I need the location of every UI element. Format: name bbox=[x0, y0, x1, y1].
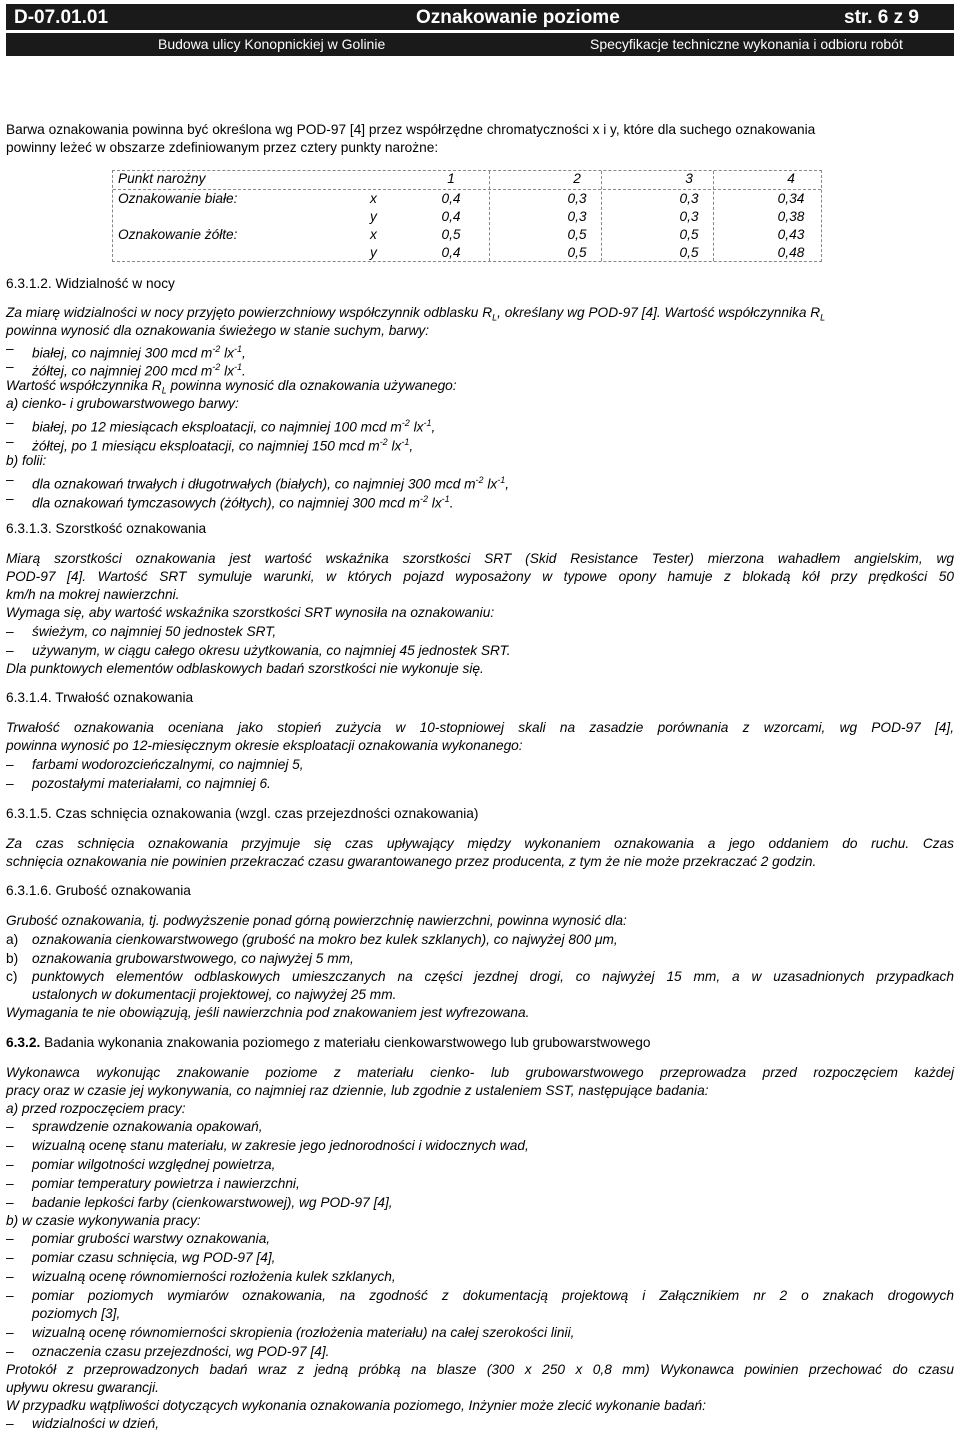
list-marker: a) bbox=[6, 932, 19, 947]
document-title: Oznakowanie poziome bbox=[416, 7, 620, 28]
paragraph-line: Za miarę widzialności w nocy przyjęto powierzchniowy współczynnik odblasku $R_L$, określany wg POD-97 [4]. Wartość współczynnika $R_L$ bbox=[6, 305, 826, 323]
list-dash: – bbox=[6, 1195, 14, 1210]
list-item: dla oznakowań trwałych i długotrwałych (białych), co najmniej 300 mcd $m^{-2}$ $lx^{-1}$, bbox=[32, 475, 510, 492]
paragraph-line: upływu okresu gwarancji. bbox=[6, 1380, 159, 1395]
paragraph-line: Dla punktowych elementów odblaskowych badań szorstkości nie wykonuje się. bbox=[6, 661, 484, 676]
list-item: żółtej, po 1 miesiącu eksploatacji, co najmniej 150 mcd $m^{-2}$ $lx^{-1}$, bbox=[32, 437, 414, 454]
section-heading: 6.3.1.3. Szorstkość oznakowania bbox=[6, 521, 207, 536]
list-item: pomiar czasu schnięcia, wg POD-97 [4], bbox=[32, 1250, 276, 1265]
list-dash: – bbox=[6, 1157, 14, 1172]
table-col-header: 4 bbox=[787, 171, 795, 186]
table-cell: 0,34 bbox=[777, 191, 805, 206]
paragraph-line: b) w czasie wykonywania pracy: bbox=[6, 1213, 201, 1228]
paragraph-line: Grubość oznakowania, tj. podwyższenie ponad górną powierzchnię nawierzchni, powinna wynosić dla: bbox=[6, 913, 627, 928]
list-item: żółtej, co najmniej 200 mcd $m^{-2}$ $lx^{-1}$. bbox=[32, 362, 246, 379]
list-dash: – bbox=[6, 359, 14, 374]
paragraph-line: Za czas schnięcia oznakowania przyjmuje się czas upływający między wykonaniem oznakowania a jego oddaniem do ruchu. Czas bbox=[6, 836, 954, 851]
paragraph-line: a) cienko- i grubowarstwowego barwy: bbox=[6, 396, 239, 411]
table-cell: 0,5 bbox=[567, 245, 587, 260]
paragraph-line: Trwałość oznakowania oceniana jako stopień zużycia w 10-stopniowej skali na zasadzie porównania z wzorcami, wg POD-97 [4], bbox=[6, 720, 954, 735]
page-subheader-bar bbox=[6, 33, 954, 56]
table-cell: 0,4 bbox=[441, 245, 461, 260]
list-item: widzialności w dzień, bbox=[32, 1416, 160, 1431]
table-cell: 0,38 bbox=[777, 209, 805, 224]
table-coord: y bbox=[370, 245, 377, 260]
list-dash: – bbox=[6, 415, 14, 430]
list-item: wizualną ocenę stanu materiału, w zakresie jego jednorodności i widocznych wad, bbox=[32, 1138, 529, 1153]
list-item: oznakowania grubowarstwowego, co najwyżej 5 mm, bbox=[32, 951, 354, 966]
list-item: pomiar grubości warstwy oznakowania, bbox=[32, 1231, 271, 1246]
list-item-continuation: ustalonych w dokumentacji projektowej, co najwyżej 25 mm. bbox=[32, 987, 397, 1002]
table-col-header: 2 bbox=[573, 171, 581, 186]
list-item-continuation: poziomych [3], bbox=[32, 1306, 121, 1321]
list-item: punktowych elementów odblaskowych umieszczanych na części jezdnej drogi, co najwyżej 15 mm, a w uzasadnionych przypadkach bbox=[32, 969, 954, 984]
project-name: Budowa ulicy Konopnickiej w Golinie bbox=[158, 36, 386, 52]
page-number: str. 6 z 9 bbox=[844, 7, 919, 28]
table-row-label: Oznakowanie żółte: bbox=[118, 227, 238, 242]
table-col-header: 1 bbox=[447, 171, 455, 186]
document-code: D-07.01.01 bbox=[14, 7, 109, 28]
paragraph-line: pracy oraz w czasie jej wykonywania, co najmniej raz dziennie, lub zgodnie z ustaleniem SST, następujące badania: bbox=[6, 1083, 709, 1098]
paragraph-line: powinna wynosić dla oznakowania świeżego w stanie suchym, barwy: bbox=[6, 323, 430, 338]
paragraph-line: Wartość współczynnika $R_L$ powinna wynosić dla oznakowania używanego: bbox=[6, 378, 457, 396]
table-cell: 0,5 bbox=[679, 227, 699, 242]
table-cell: 0,3 bbox=[679, 191, 699, 206]
list-dash: – bbox=[6, 1231, 14, 1246]
list-marker: b) bbox=[6, 951, 19, 966]
paragraph-line: W przypadku wątpliwości dotyczących wykonania oznakowania poziomego, Inżynier może zlecić wykonanie badań: bbox=[6, 1398, 706, 1413]
paragraph-line: a) przed rozpoczęciem pracy: bbox=[6, 1101, 186, 1116]
table-cell: 0,5 bbox=[441, 227, 461, 242]
paragraph-line: km/h na mokrej nawierzchni. bbox=[6, 587, 180, 602]
list-dash: – bbox=[6, 491, 14, 506]
intro-line-2: powinny leżeć w obszarze zdefiniowanym przez cztery punkty narożne: bbox=[6, 140, 439, 155]
page-header-bar bbox=[6, 4, 954, 30]
list-dash: – bbox=[6, 1416, 14, 1431]
table-cell: 0,43 bbox=[777, 227, 805, 242]
list-dash: – bbox=[6, 1288, 14, 1303]
list-item: dla oznakowań tymczasowych (żółtych), co najmniej 300 mcd $m^{-2}$ $lx^{-1}$. bbox=[32, 494, 454, 511]
paragraph-line: Protokół z przeprowadzonych badań wraz z jedną próbką na blasze (300 x 250 x 0,8 mm) Wykonawca powinien przechować do czasu bbox=[6, 1362, 954, 1377]
paragraph-line: powinna wynosić po 12-miesięcznym okresie eksploatacji oznakowania wykonanego: bbox=[6, 738, 523, 753]
list-dash: – bbox=[6, 1176, 14, 1191]
list-item: pozostałymi materiałami, co najmniej 6. bbox=[32, 776, 271, 791]
list-item: pomiar temperatury powietrza i nawierzchni, bbox=[32, 1176, 300, 1191]
list-item: oznaczenia czasu przejezdności, wg POD-97 [4]. bbox=[32, 1344, 330, 1359]
table-cell: 0,5 bbox=[679, 245, 699, 260]
paragraph-line: Wykonawca wykonując znakowanie poziome z materiału cienko- lub grubowarstwowego przeprowadza przed rozpoczęciem każdej bbox=[6, 1065, 954, 1080]
list-marker: c) bbox=[6, 969, 18, 984]
list-item: pomiar poziomych wymiarów oznakowania, na zgodność z dokumentacją projektową i Załącznikiem nr 2 o znakach drogowych bbox=[32, 1288, 954, 1303]
list-item: wizualną ocenę równomierności skropienia (rozłożenia materiału) na całej szerokości linii, bbox=[32, 1325, 575, 1340]
table-coord: x bbox=[370, 227, 377, 242]
paragraph-line: Wymaga się, aby wartość wskaźnika szorstkości SRT wynosiła na oznakowaniu: bbox=[6, 605, 495, 620]
section-heading: 6.3.2. Badania wykonania znakowania poziomego z materiału cienkowarstwowego lub grubowarstwowego bbox=[6, 1035, 651, 1050]
table-cell: 0,3 bbox=[567, 191, 587, 206]
list-item: świeżym, co najmniej 50 jednostek SRT, bbox=[32, 624, 277, 639]
paragraph-line: schnięcia oznakowania nie powinien przekraczać czasu gwarantowanego przez producenta, z tym że nie może przekraczać 2 godzin. bbox=[6, 854, 817, 869]
list-item: badanie lepkości farby (cienkowarstwowej), wg POD-97 [4], bbox=[32, 1195, 393, 1210]
list-dash: – bbox=[6, 757, 14, 772]
list-dash: – bbox=[6, 624, 14, 639]
paragraph-line: POD-97 [4]. Wartość SRT symuluje warunki, w których pojazd wyposażony w typowe opony hamuje z blokadą kół przy prędkości 50 bbox=[6, 569, 954, 584]
list-dash: – bbox=[6, 1119, 14, 1134]
table-column-divider bbox=[489, 171, 490, 261]
list-dash: – bbox=[6, 472, 14, 487]
table-col-header: 3 bbox=[685, 171, 693, 186]
list-item: oznakowania cienkowarstwowego (grubość na mokro bez kulek szklanych), co najwyżej 800 μm, bbox=[32, 932, 618, 947]
table-cell: 0,4 bbox=[441, 191, 461, 206]
section-heading: 6.3.1.6. Grubość oznakowania bbox=[6, 883, 191, 898]
list-dash: – bbox=[6, 1344, 14, 1359]
table-cell: 0,4 bbox=[441, 209, 461, 224]
paragraph-line: b) folii: bbox=[6, 453, 47, 468]
table-coord: y bbox=[370, 209, 377, 224]
list-item: białej, po 12 miesiącach eksploatacji, co najmniej 100 mcd $m^{-2}$ $lx^{-1}$, bbox=[32, 418, 436, 435]
list-dash: – bbox=[6, 643, 14, 658]
list-item: używanym, w ciągu całego okresu użytkowania, co najmniej 45 jednostek SRT. bbox=[32, 643, 511, 658]
table-row-label: Oznakowanie białe: bbox=[118, 191, 238, 206]
list-item: pomiar wilgotności względnej powietrza, bbox=[32, 1157, 276, 1172]
table-coord: x bbox=[370, 191, 377, 206]
specification-name: Specyfikacje techniczne wykonania i odbioru robót bbox=[590, 36, 903, 52]
table-cell: 0,3 bbox=[679, 209, 699, 224]
table-cell: 0,3 bbox=[567, 209, 587, 224]
section-heading: 6.3.1.5. Czas schnięcia oznakowania (wzgl. czas przejezdności oznakowania) bbox=[6, 806, 479, 821]
table-cell: 0,48 bbox=[777, 245, 805, 260]
list-item: białej, co najmniej 300 mcd $m^{-2}$ $lx^{-1}$, bbox=[32, 344, 246, 361]
section-heading: 6.3.1.4. Trwałość oznakowania bbox=[6, 690, 194, 705]
list-dash: – bbox=[6, 1325, 14, 1340]
intro-line-1: Barwa oznakowania powinna być określona wg POD-97 [4] przez współrzędne chromatyczności x i y, które dla suchego oznakowania bbox=[6, 122, 816, 137]
list-item: farbami wodorozcieńczalnymi, co najmniej 5, bbox=[32, 757, 304, 772]
list-dash: – bbox=[6, 434, 14, 449]
paragraph-line: Miarą szorstkości oznakowania jest wartość wskaźnika szorstkości SRT (Skid Resistance Tester) mierzona wahadłem angielskim, wg bbox=[6, 551, 954, 566]
list-dash: – bbox=[6, 1138, 14, 1153]
list-dash: – bbox=[6, 341, 14, 356]
list-dash: – bbox=[6, 776, 14, 791]
list-dash: – bbox=[6, 1250, 14, 1265]
list-item: wizualną ocenę równomierności rozłożenia kulek szklanych, bbox=[32, 1269, 396, 1284]
list-item: sprawdzenie oznakowania opakowań, bbox=[32, 1119, 263, 1134]
table-header-label: Punkt narożny bbox=[118, 171, 206, 186]
list-dash: – bbox=[6, 1269, 14, 1284]
paragraph-line: Wymagania te nie obowiązują, jeśli nawierzchnia pod znakowaniem jest wyfrezowana. bbox=[6, 1005, 530, 1020]
section-heading: 6.3.1.2. Widzialność w nocy bbox=[6, 276, 175, 291]
table-cell: 0,5 bbox=[567, 227, 587, 242]
